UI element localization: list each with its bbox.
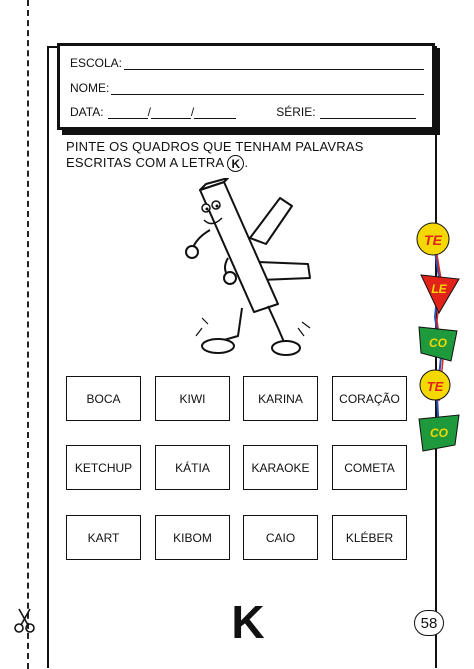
word-box[interactable]: KARAOKE — [243, 445, 318, 490]
instruction-line-2-text: ESCRITAS COM A LETRA — [66, 155, 224, 170]
circled-letter: K — [227, 155, 244, 172]
syllable-tag — [419, 327, 457, 361]
word-box[interactable]: KARINA — [243, 376, 318, 421]
word-box[interactable]: KÁTIA — [155, 445, 230, 490]
cut-line — [27, 0, 29, 669]
school-label: ESCOLA: — [70, 56, 123, 70]
date-row — [70, 105, 416, 119]
word-box[interactable]: CAIO — [243, 515, 318, 560]
student-info-header — [57, 43, 435, 130]
word-box[interactable]: KETCHUP — [66, 445, 141, 490]
svg-text:K: K — [231, 598, 265, 642]
name-row — [70, 81, 424, 95]
word-box[interactable]: KART — [66, 515, 141, 560]
word-box[interactable]: KIWI — [155, 376, 230, 421]
word-box[interactable]: KIBOM — [155, 515, 230, 560]
scissors-icon — [10, 606, 40, 636]
date-day-field[interactable] — [108, 107, 148, 119]
svg-text:TE: TE — [426, 379, 444, 394]
date-year-field[interactable] — [194, 107, 236, 119]
page-number: 58 — [414, 610, 444, 636]
syllable-tag — [417, 223, 449, 255]
date-separator: / — [190, 105, 195, 119]
word-box[interactable]: KLÉBER — [332, 515, 407, 560]
school-field[interactable] — [124, 58, 424, 70]
syllable-tag — [420, 370, 450, 400]
svg-text:TE: TE — [424, 232, 442, 248]
grade-field[interactable] — [320, 107, 416, 119]
instruction-line-1: PINTE OS QUADROS QUE TENHAM PALAVRAS — [66, 139, 364, 154]
syllable-tags-decoration — [413, 217, 465, 457]
svg-text:CO: CO — [429, 336, 447, 350]
syllable-tag — [419, 415, 459, 451]
word-box[interactable]: BOCA — [66, 376, 141, 421]
name-field[interactable] — [111, 83, 424, 95]
school-row — [70, 56, 424, 70]
instruction-line-2 — [66, 155, 396, 172]
footer-letter-k — [226, 598, 270, 642]
instruction-period: . — [244, 155, 249, 170]
word-grid — [66, 376, 408, 562]
instruction-text — [66, 139, 396, 172]
svg-text:CO: CO — [430, 426, 448, 440]
letter-k-character-illustration — [180, 178, 325, 368]
grade-label: SÉRIE: — [276, 105, 316, 119]
name-label: NOME: — [70, 81, 110, 95]
date-month-field[interactable] — [151, 107, 191, 119]
svg-text:LE: LE — [431, 282, 447, 296]
word-box[interactable]: COMETA — [332, 445, 407, 490]
syllable-tag — [421, 275, 459, 313]
word-box[interactable]: CORAÇÃO — [332, 376, 407, 421]
date-separator: / — [147, 105, 151, 119]
date-label: DATA: — [70, 105, 104, 119]
